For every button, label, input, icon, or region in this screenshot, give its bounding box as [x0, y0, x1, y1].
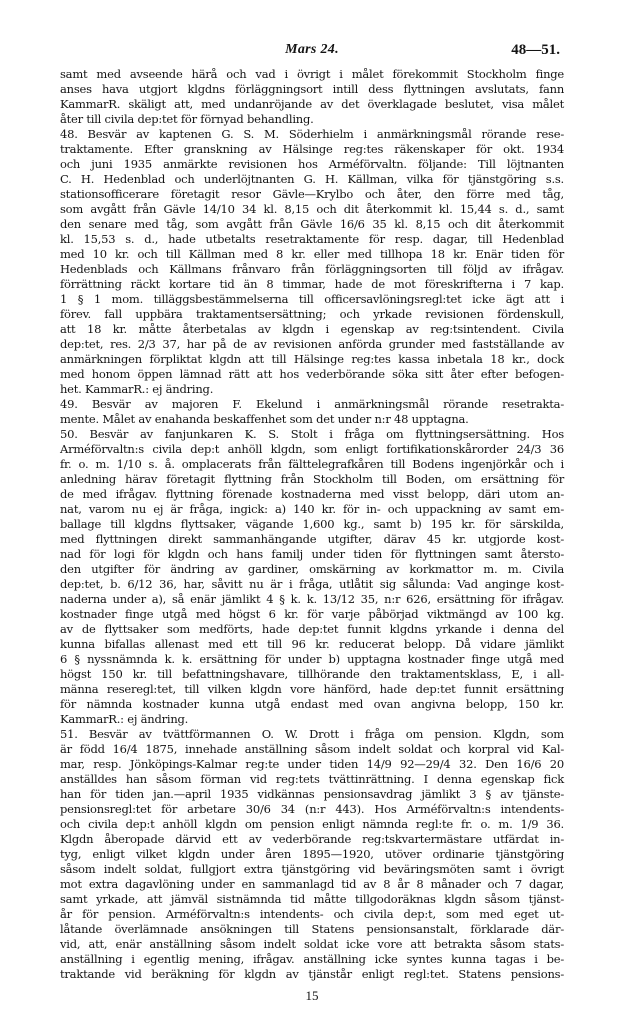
text-line: anses hava utgjort klgdns förläggningsort intill dess flyttningen avslutats, fann — [60, 82, 564, 96]
text-line: pensionsregl:tet för arbetare 30/6 34 (n:r 443). Hos Arméförvaltn:s intendents- — [60, 802, 564, 816]
text-line: förrättning räckt kortare tid än 8 timmar, hade de mot föreskrifterna i 7 kap. — [60, 277, 564, 291]
text-line: ballage till klgdns flyttsaker, vägande 1,600 kg., samt b) 195 kr. för särskilda, — [60, 517, 564, 531]
text-line: och civila dep:t anhöll klgdn om pension enligt nämnda regl:te fr. o. m. 1/9 36. — [60, 817, 564, 831]
text-line: traktande vid beräkning för klgdn av tjänstår enligt regl:tet. Statens pensions- — [60, 967, 564, 981]
body-text — [60, 67, 564, 982]
text-line: Arméförvaltn:s civila dep:t anhöll klgdn, som enligt fortifikationskårorder 24/3 36 — [60, 442, 564, 456]
text-line: männa reseregl:tet, till vilken klgdn vore hänförd, hade dep:tet funnit ersättning — [60, 682, 564, 696]
text-line: att 18 kr. måtte återbetalas av klgdn i egenskap av reg:tsintendent. Civila — [60, 322, 564, 336]
text-line: kunna bifallas allenast med ett till 96 kr. reducerat belopp. Då vidare jämlikt — [60, 637, 564, 651]
text-line: de med ifrågav. flyttning förenade kostnaderna med visst belopp, däri utom an- — [60, 487, 564, 501]
text-line: den senare med tåg, som avgått från Gävle 16/6 35 kl. 8,15 och dit återkommit — [60, 217, 564, 231]
text-line: traktamente. Efter granskning av Hälsinge reg:tes räkenskaper för okt. 1934 — [60, 142, 564, 156]
text-line: för nämnda kostnader kunna utgå endast med ovan angivna belopp, 150 kr. — [60, 697, 564, 711]
text-line: vid, att, enär anställning såsom indelt soldat icke vore att betrakta såsom stats- — [60, 937, 564, 951]
text-line: samt yrkade, att jämväl sistnämnda tid måtte tillgodoräknas klgdn såsom tjänst- — [60, 892, 564, 906]
text-line: år för pension. Arméförvaltn:s intendents- och civila dep:t, som med eget ut- — [60, 907, 564, 921]
text-line: 51. Besvär av tvättförmannen O. W. Drott i fråga om pension. Klgdn, som — [60, 727, 564, 741]
text-line: anställning i egentlig mening, ifrågav. anställning icke syntes kunna tagas i be- — [60, 952, 564, 966]
text-line: han för tiden jan.—april 1935 vidkännas pensionsavdrag jämlikt 3 § av tjänste- — [60, 787, 564, 801]
text-line: mar, resp. Jönköpings-Kalmar reg:te under tiden 14/9 92—29/4 32. Den 16/6 20 — [60, 757, 564, 771]
text-line: Klgdn åberopade därvid ett av vederbörande reg:tskvartermästare utfärdat in- — [60, 832, 564, 846]
text-line: naderna under a), så enär jämlikt 4 § k. k. 13/12 35, n:r 626, ersättning för ifrågav. — [60, 592, 564, 606]
text-line: är född 16/4 1875, innehade anställning såsom indelt soldat och korpral vid Kal- — [60, 742, 564, 756]
text-line: med honom öppen lämnad rätt att hos vederbörande söka sitt åter efter befogen- — [60, 367, 564, 381]
text-line: KammarR. skäligt att, med undanröjande av det överklagade beslutet, visa målet — [60, 97, 564, 111]
text-line: dep:tet, b. 6/12 36, har, såvitt nu är i fråga, utlåtit sig sålunda: Vad anginge kost- — [60, 577, 564, 591]
text-line: låtande överlämnade ansökningen till Statens pensionsanstalt, förklarade där- — [60, 922, 564, 936]
text-line: fr. o. m. 1/10 s. å. omplacerats från fälttelegrafkåren till Bodens ingenjörkår och i — [60, 457, 564, 471]
text-line: samt med avseende härå och vad i övrigt i målet förekommit Stockholm finge — [60, 67, 564, 81]
text-line: som avgått från Gävle 14/10 34 kl. 8,15 och dit återkommit kl. 15,44 s. d., samt — [60, 202, 564, 216]
text-line: kl. 15,53 s. d., hade utbetalts resetraktamente för resp. dagar, till Hedenblad — [60, 232, 564, 246]
text-line: tyg, enligt vilket klgdn under åren 1895—1920, utöver ordinarie tjänstgöring — [60, 847, 564, 861]
text-line: anledning härav företagit flyttning från Stockholm till Boden, om ersättning för — [60, 472, 564, 486]
text-line: anmärkningen förpliktat klgdn att till Hälsinge reg:tes kassa inbetala 18 kr., dock — [60, 352, 564, 366]
text-line: åter till civila dep:tet för förnyad behandling. — [60, 112, 314, 126]
text-line: anställdes han såsom förman vid reg:tets tvättinrättning. I denna egenskap fick — [60, 772, 564, 786]
text-line: 6 § nyssnämnda k. k. ersättning för under b) upptagna kostnader finge utgå med — [60, 652, 564, 666]
text-line: mot extra dagavlöning under en sammanlagd tid av 8 år 8 månader och 7 dagar, — [60, 877, 564, 891]
text-line: dep:tet, res. 2/3 37, har på de av revisionen anförda grunder med fastställande av — [60, 337, 564, 351]
text-line: med 10 kr. och till Källman med 8 kr. eller med tillhopa 18 kr. Enär tiden för — [60, 247, 564, 261]
text-line: stationsofficerare företagit resor Gävle—Krylbo och åter, den förre med tåg, — [60, 187, 564, 201]
text-line: mente. Målet av enahanda beskaffenhet som det under n:r 48 upptagna. — [60, 412, 469, 426]
text-line: C. H. Hedenblad och underlöjtnanten G. H. Källman, vilka för tjänstgöring s.s. — [60, 172, 564, 186]
text-line: 1 § 1 mom. tilläggsbestämmelserna till officersavlöningsregl:tet icke ägt att i — [60, 292, 564, 306]
text-line: nat, varom nu ej är fråga, ingick: a) 140 kr. för in- och uppackning av samt em- — [60, 502, 564, 516]
text-line: med flyttningen direkt sammanhängande utgifter, därav 45 kr. utgjorde kost- — [60, 532, 564, 546]
text-line: den utgifter för ändring av gardiner, omskärning av korkmattor m. m. Civila — [60, 562, 564, 576]
page-range: 48—51. — [511, 42, 560, 58]
page-number: 15 — [305, 988, 319, 1003]
text-line: nad för logi för klgdn och hans familj under tiden för flyttningen samt återsto- — [60, 547, 564, 561]
text-line: högst 150 kr. till befattningshavare, tillhörande den traktamentsklass, E, i all- — [60, 667, 564, 681]
text-line: och juni 1935 anmärkte revisionen hos Arméförvaltn. följande: Till löjtnanten — [60, 157, 564, 171]
text-line: Hedenblads och Källmans frånvaro från förläggningsorten till följd av ifrågav. — [60, 262, 564, 276]
text-line: av de flyttsaker som medförts, hade dep:tet funnit klgdns yrkande i denna del — [60, 622, 564, 636]
text-line: såsom indelt soldat, fullgjort extra tjänstgöring vid beväringsmöten samt i övrigt — [60, 862, 564, 876]
text-line: kostnader finge utgå med högst 6 kr. för varje påbörjad viktmängd av 100 kg. — [60, 607, 564, 621]
text-line: KammarR.: ej ändring. — [60, 712, 189, 726]
text-line: het. KammarR.: ej ändring. — [60, 382, 214, 396]
running-title: Mars 24. — [285, 42, 339, 57]
text-line: förev. fall uppbära traktamentsersättning; och yrkade revisionen fördenskull, — [60, 307, 564, 321]
text-line: 50. Besvär av fanjunkaren K. S. Stolt i fråga om flyttningsersättning. Hos — [60, 427, 564, 441]
text-line: 49. Besvär av majoren F. Ekelund i anmärkningsmål rörande resetrakta- — [60, 397, 564, 411]
text-line: 48. Besvär av kaptenen G. S. M. Söderhielm i anmärkningsmål rörande rese- — [60, 127, 564, 141]
